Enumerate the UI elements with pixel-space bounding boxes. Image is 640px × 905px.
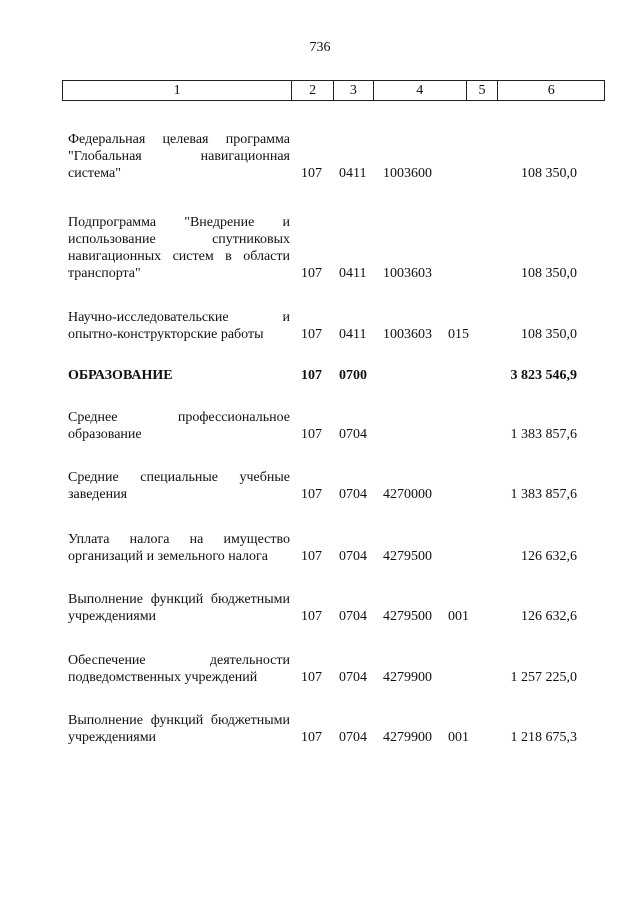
row-description: Уплата налога на имущество организаций и земельного налога bbox=[68, 532, 290, 564]
header-col-5: 5 bbox=[467, 81, 499, 100]
row-col-6: 108 350,0 bbox=[521, 166, 577, 181]
row-description: Обеспечение деятельности подведомственных учреждений bbox=[68, 653, 290, 685]
row-col-4: 4270000 bbox=[383, 487, 432, 502]
row-col-3: 0700 bbox=[339, 368, 367, 383]
row-col-2: 107 bbox=[301, 730, 322, 745]
row-col-2: 107 bbox=[301, 427, 322, 442]
row-col-2: 107 bbox=[301, 487, 322, 502]
row-description: Федеральная целевая программа "Глобальная навигационная система" bbox=[68, 132, 290, 181]
row-col-3: 0704 bbox=[339, 670, 367, 685]
row-col-3: 0704 bbox=[339, 609, 367, 624]
row-col-5: 001 bbox=[448, 609, 469, 624]
row-col-4: 4279500 bbox=[383, 549, 432, 564]
row-description: Подпрограмма "Внедрение и использование спутниковых навигационных систем в области транспорта" bbox=[68, 215, 290, 281]
table-header bbox=[62, 80, 605, 101]
header-col-6: 6 bbox=[547, 82, 555, 98]
row-description: Выполнение функций бюджетными учреждениями bbox=[68, 713, 290, 745]
row-col-6: 1 218 675,3 bbox=[510, 730, 577, 745]
row-col-2: 107 bbox=[301, 549, 322, 564]
row-col-3: 0704 bbox=[339, 487, 367, 502]
row-col-3: 0704 bbox=[339, 549, 367, 564]
row-col-3: 0411 bbox=[339, 327, 367, 342]
row-col-4: 1003600 bbox=[383, 166, 432, 181]
row-description: Выполнение функций бюджетными учреждениями bbox=[68, 592, 290, 624]
row-col-3: 0704 bbox=[339, 730, 367, 745]
header-col-2: 2 bbox=[292, 81, 334, 100]
row-col-6: 1 383 857,6 bbox=[510, 427, 577, 442]
row-col-6: 3 823 546,9 bbox=[510, 368, 577, 383]
row-col-6: 126 632,6 bbox=[521, 609, 577, 624]
row-col-2: 107 bbox=[301, 368, 322, 383]
row-col-6: 108 350,0 bbox=[521, 327, 577, 342]
header-col-3: 3 bbox=[334, 81, 374, 100]
row-col-2: 107 bbox=[301, 166, 322, 181]
row-description: Среднее профессиональное образование bbox=[68, 410, 290, 442]
header-col-4: 4 bbox=[374, 81, 467, 100]
header-col-1: 1 bbox=[63, 81, 292, 100]
row-description: ОБРАЗОВАНИЕ bbox=[68, 368, 173, 383]
row-col-4: 1003603 bbox=[383, 266, 432, 281]
row-col-6: 108 350,0 bbox=[521, 266, 577, 281]
row-col-3: 0704 bbox=[339, 427, 367, 442]
row-col-5: 015 bbox=[448, 327, 469, 342]
row-col-4: 4279500 bbox=[383, 609, 432, 624]
row-col-2: 107 bbox=[301, 609, 322, 624]
row-col-2: 107 bbox=[301, 327, 322, 342]
row-col-4: 4279900 bbox=[383, 670, 432, 685]
row-col-5: 001 bbox=[448, 730, 469, 745]
row-col-4: 4279900 bbox=[383, 730, 432, 745]
row-col-2: 107 bbox=[301, 266, 322, 281]
row-col-2: 107 bbox=[301, 670, 322, 685]
row-col-6: 1 383 857,6 bbox=[510, 487, 577, 502]
row-col-6: 126 632,6 bbox=[521, 549, 577, 564]
row-col-3: 0411 bbox=[339, 266, 367, 281]
row-description: Научно-исследовательские и опытно-конструкторские работы bbox=[68, 310, 290, 342]
row-col-3: 0411 bbox=[339, 166, 367, 181]
row-description: Средние специальные учебные заведения bbox=[68, 470, 290, 502]
page-number: 736 bbox=[309, 40, 331, 55]
row-col-6: 1 257 225,0 bbox=[510, 670, 577, 685]
row-col-4: 1003603 bbox=[383, 327, 432, 342]
